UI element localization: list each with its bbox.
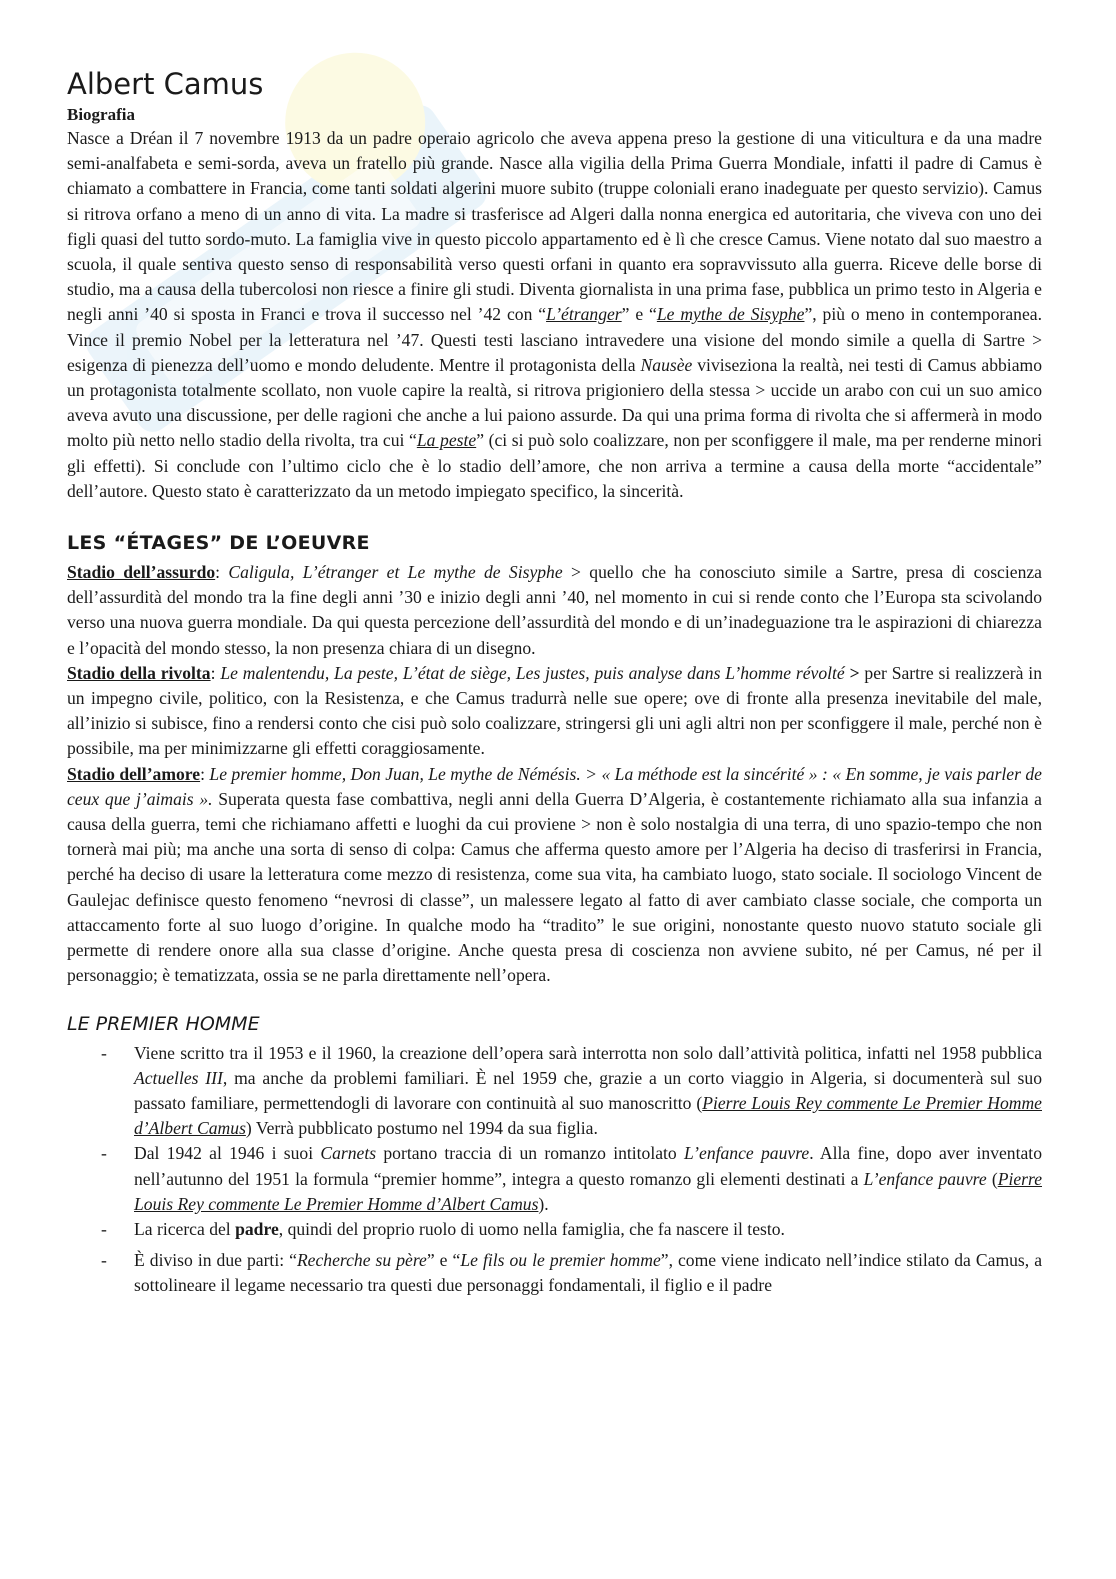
recherche-title: Recherche su père bbox=[296, 1250, 427, 1271]
link-pierre-louis-rey[interactable]: Pierre Louis Rey commente Le Premier Homme d’Albert Camus bbox=[134, 1092, 1042, 1139]
stage-love-works: Le premier homme, Don Juan, Le mythe de Némésis. > « La méthode est la sincérité » : « En somme, je vais parler de ceux que j’aimais ». bbox=[67, 763, 1042, 809]
nausee-title: Nausèe bbox=[640, 354, 693, 375]
document-page bbox=[67, 64, 1042, 1299]
bio-paragraph bbox=[67, 126, 1042, 504]
carnets-title: Carnets bbox=[320, 1143, 377, 1164]
list-item bbox=[67, 1248, 1042, 1298]
list-item bbox=[67, 1041, 1042, 1142]
list-item bbox=[67, 1217, 1042, 1242]
padre-bold: padre bbox=[235, 1218, 279, 1239]
stage-revolt-works: Le malentendu, La peste, L’état de siège, Les justes, puis analyse dans L’homme révolté bbox=[220, 662, 845, 683]
le-fils-title: Le fils ou le premier homme bbox=[460, 1250, 661, 1271]
actuelles-title: Actuelles III bbox=[134, 1067, 223, 1088]
stage-love-label: Stadio dell’amore bbox=[67, 763, 201, 784]
stage-love-text: Superata questa fase combattiva, negli anni della Guerra D’Algeria, è costantemente richiamato alla sua infanzia a causa della guerra, temi che richiamano affetti e luoghi da cui proviene > non è solo nostalgia di una terra, di uno spazio-tempo che non tornerà mai più; ma anche una sorta di senso di colpa: Camus che afferma questo amore per l’Algeria ha deciso di trasferirsi in Francia, perché ha deciso di usare la letteratura come mezzo di resistenza, come sua vita, ha cambiato luogo, stato sociale. Il sociologo Vincent de Gaulejac definisce questo fenomeno “nevrosi di classe”, un malessere legato al fatto di aver cambiato classe sociale, che comporta un attaccamento forte al suo luogo d’origine. In qualche modo ha “tradito” le sue origini, nonostante questo nuovo statuto sociale gli permette di rendere onore alla sua classe d’origine. Anche questa presa di coscienza non avviene subito, né per Camus, né per il personaggio; è tematizzata, ossia se ne parla direttamente nell’opera. bbox=[67, 788, 1042, 986]
item2-text-4: ( bbox=[986, 1168, 998, 1189]
stage-love-colon: : bbox=[200, 763, 210, 784]
item4-text-1: È diviso in due parti: “ bbox=[134, 1250, 297, 1271]
stages-heading: LES “ÉTAGES” DE L’OEUVRE bbox=[67, 532, 370, 555]
bio-heading: Biografia bbox=[67, 105, 135, 124]
link-la-peste[interactable]: La peste bbox=[416, 430, 477, 451]
item2-text-5: ). bbox=[538, 1193, 549, 1214]
bio-text-4: viviseziona la realtà, nei testi di Camus abbiamo un protagonista totalmente scollato, non vuole capire la realtà, si ritrova prigioniero della stessa > uccide un arabo con cui un suo amico aveva avuto una discussione, per delle ragioni che anche a lui paiono assurde. Da qui una prima forma di rivolta che si affermerà in modo molto più netto nello stadio della rivolta, tra cui “ bbox=[67, 354, 1042, 451]
stage-absurd bbox=[67, 560, 1042, 661]
item4-text-2: ” e “ bbox=[426, 1250, 461, 1271]
premier-homme-list bbox=[67, 1041, 1042, 1299]
bio-text-1: Nasce a Dréan il 7 novembre 1913 da un padre operaio agricolo che aveva appena preso la gestione di una viticultura e da una madre semi-analfabeta e semi-sorda, aveva un fratello più grande. Nasce alla vigilia della Prima Guerra Mondiale, infatti il padre di Camus è chiamato a combattere in Francia, come tanti soldati algerini muore subito (truppe coloniali erano inadeguate per questo servizio). Camus si ritrova orfano a meno di un anno di vita. La madre si trasferisce ad Algeri dalla nonna energica ed autoritaria, che viveva con uno dei figli quasi del tutto sordo-muto. La famiglia vive in questo piccolo appartamento ed è lì che cresce Camus. Viene notato dal suo maestro a scuola, il quale sentiva questo senso di responsabilità verso questi orfani in quanto era sopravvissuto alla guerra. Riceve delle borse di studio, ma a causa della tubercolosi non riesce a finire gli studi. Diventa giornalista in una prima fase, pubblica un primo testo in Algeria e negli anni ’40 si sposta in Franci e trova il successo nel ’42 con “ bbox=[67, 128, 1042, 325]
item1-text-2: , ma anche da problemi familiari. È nel 1959 che, grazie a un corto viaggio in Algeria, si documenterà sul suo passato familiare, permettendogli di lavorare con continuità al suo manoscritto ( bbox=[134, 1067, 1042, 1113]
stage-revolt-label: Stadio della rivolta bbox=[67, 662, 211, 683]
premier-homme-heading: LE PREMIER HOMME bbox=[67, 1012, 260, 1035]
stage-revolt bbox=[67, 661, 1042, 762]
item4-text-3: ”, come viene indicato nell’indice stilato da Camus, a sottolineare il legame necessario tra questi due personaggi fondamentali, il figlio e il padre bbox=[134, 1250, 1043, 1296]
bio-text-3: ”, più o meno in contemporanea. Vince il premio Nobel per la letteratura nel ’47. Questi testi lasciano intravedere una visione del mondo simile a quella di Sartre > esigenza di pienezza dell’uomo e mondo deludente. Mentre il protagonista della bbox=[67, 304, 1042, 375]
link-letranger[interactable]: L’étranger bbox=[546, 304, 622, 325]
item2-text-3: . Alla fine, dopo aver inventato nell’autunno del 1951 la formula “premier homme”, integra a questo romanzo gli elementi destinati a bbox=[134, 1143, 1042, 1189]
item3-text-2: , quindi del proprio ruolo di uomo nella famiglia, che fa nascere il testo. bbox=[278, 1218, 785, 1239]
item2-text-1: Dal 1942 al 1946 i suoi bbox=[134, 1143, 321, 1164]
stage-absurd-text: > quello che ha conosciuto simile a Sartre, presa di coscienza dell’assurdità del mondo tra la fine degli anni ’30 e inizio degli anni ’40, nel momento in cui si rende conto che l’Europa sta scivolando verso una nuova guerra mondiale. Da qui questa percezione dell’assurdità del mondo e di un’inadeguazione tra le aspirazioni di chiarezza e l’opacità del mondo stesso, la non presenza chiara di un disegno. bbox=[67, 562, 1042, 658]
item1-text-3: ) Verrà pubblicato postumo nel 1994 da sua figlia. bbox=[245, 1118, 598, 1139]
link-mythe-de-sisyphe[interactable]: Le mythe de Sisyphe bbox=[656, 304, 805, 325]
enfance-pauvre-title: L’enfance pauvre bbox=[684, 1143, 810, 1164]
bio-text-2: ” e “ bbox=[621, 304, 657, 325]
stage-absurd-label: Stadio dell’assurdo bbox=[67, 562, 216, 583]
stage-absurd-works: Caligula, L’étranger et Le mythe de Sisyphe bbox=[228, 562, 563, 583]
stage-revolt-text: per Sartre si realizzerà in un impegno civile, politico, con la Resistenza, e che Camus tradurrà nelle sue opere; ove di fronte alla presenza inevitabile del male, all’inizio si subisce, fino a rendersi conto che cisi può solo coalizzare, stringersi gli uni agli altri non per sconfiggere il male, perché non è possibile, ma per minimizzarne gli effetti coraggiosamente. bbox=[67, 662, 1042, 759]
item3-text-1: La ricerca del bbox=[134, 1218, 236, 1239]
stage-love bbox=[67, 762, 1042, 989]
page-title: Albert Camus bbox=[67, 67, 264, 101]
bio-text-5: ” (ci si può solo coalizzare, non per sconfiggere il male, ma per renderne minori gli effetti). Si conclude con l’ultimo ciclo che è lo stadio dell’amore, che non arriva a termine a causa della morte “accidentale” dell’autore. Questo stato è caratterizzato da un metodo impiegato specifico, la sincerità. bbox=[67, 430, 1042, 501]
item1-text-1: Viene scritto tra il 1953 e il 1960, la creazione dell’opera sarà interrotta non solo dall’attività politica, infatti nel 1958 pubblica bbox=[134, 1042, 1042, 1063]
link-pierre-louis-rey-2[interactable]: Pierre Louis Rey commente Le Premier Homme d’Albert Camus bbox=[134, 1168, 1042, 1214]
stage-absurd-colon: : bbox=[215, 562, 229, 583]
list-item bbox=[67, 1141, 1042, 1217]
enfance-pauvre-title-2: L’enfance pauvre bbox=[863, 1168, 987, 1189]
item2-text-2: portano traccia di un romanzo intitolato bbox=[376, 1143, 685, 1164]
stage-revolt-colon: : bbox=[210, 662, 221, 683]
stage-revolt-arrow: > bbox=[844, 662, 865, 683]
